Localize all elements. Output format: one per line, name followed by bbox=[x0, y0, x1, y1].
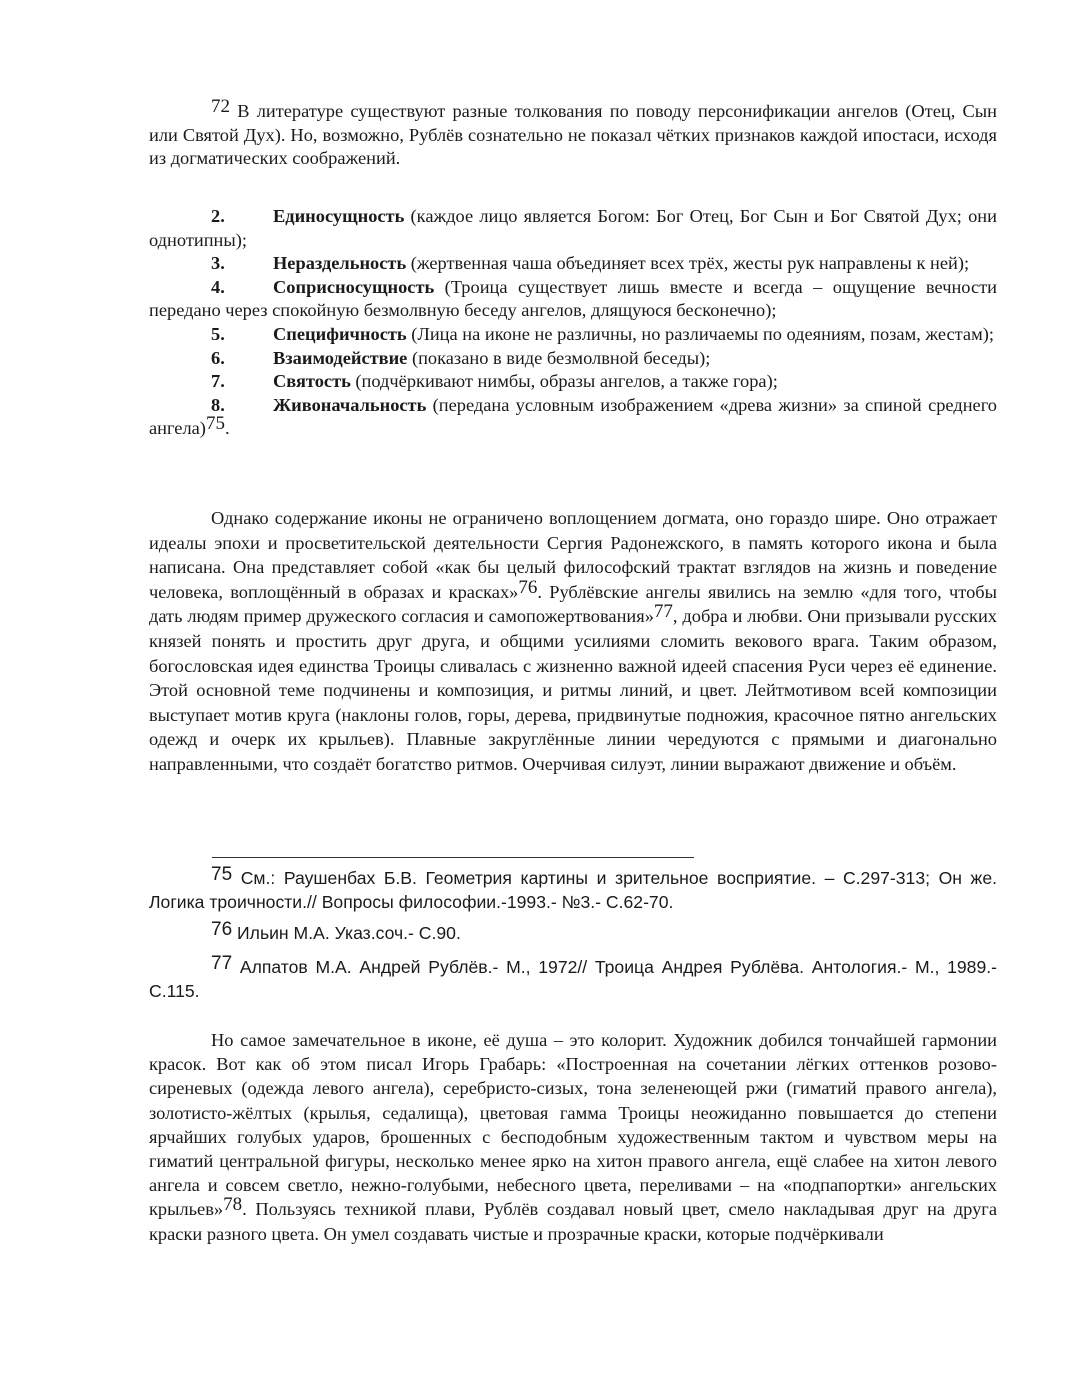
list-item: 8. Живоначальность (передана условным изображением «древа жизни» за спиной среднего ангела)$^{75}$. bbox=[149, 394, 997, 439]
dogma-list bbox=[149, 205, 997, 441]
list-item: 2. Единосущность (каждое лицо является Богом: Бог Отец, Бог Сын и Бог Святой Дух; они однотипны); bbox=[149, 206, 997, 250]
list-term: Святость bbox=[273, 371, 351, 392]
main-paragraph-2: Но самое замечательное в иконе, её душа – это колорит. Художник добился тончайшей гармонии красок. Вот как об этом писал Игорь Грабарь: «Построенная на сочетании лёгких оттенков розово-сиреневых (одежда левого ангела), серебристо-сизых, тона зеленеющей ржи (гиматий правого ангела), золотисто-жёлтых (крылья, седалища), цветовая гамма Троицы неожиданно повышается до степени ярчайших голубых ударов, брошенных с бесподобным художественным тактом и чувством меры на гиматий центральной фигуры, несколько менее ярко на хитон правого ангела, ещё слабее на хитон левого ангела и совсем светло, нежно-голубыми, небесного цвета, переливами – на «подпапортки» ангельских крыльев»$^{78}$. Пользуясь техникой плави, Рублёв создавал новый цвет, смело накладывая друг на друга краски разного цвета. Он умел создавать чистые и прозрачные краски, которые подчёркивали bbox=[149, 1030, 997, 1244]
list-item: 3. Нераздельность (жертвенная чаша объединяет всех трёх, жесты рук направлены к ней); bbox=[211, 253, 970, 274]
footnote-72 bbox=[149, 96, 997, 171]
footnote-75: $^{75}$ См.: Раушенбах Б.В. Геометрия картины и зрительное восприятие. – С.297-313; Он же. Логика троичности.// Вопросы философии.-1993.- №3.- С.62-70. bbox=[149, 864, 997, 912]
list-term: Специфичность bbox=[273, 323, 407, 344]
footnote-76: $^{76}$ Ильин М.А. Указ.соч.- С.90. bbox=[211, 919, 461, 943]
footnote-text: В литературе существуют разные толкования по поводу персонификации ангелов (Отец, Сын или Святой Дух). Но, возможно, Рублёв сознательно не показал чётких признаков каждой ипостаси, исходя из догматических соображений. bbox=[149, 101, 997, 169]
list-item: 6. Взаимодействие (показано в виде безмолвной беседы); bbox=[211, 347, 711, 368]
list-term: Нераздельность bbox=[273, 253, 407, 274]
footnote-ref: 77 bbox=[653, 601, 673, 623]
footnote-ref: 76 bbox=[518, 576, 538, 598]
list-term: Живоначальность bbox=[273, 394, 427, 415]
list-item: 4. Соприсносущность (Троица существует лишь вместе и всегда – ощущение вечности передано через спокойную безмолвную беседу ангелов, длящуюся бесконечно); bbox=[149, 276, 997, 321]
list-term: Единосущность bbox=[273, 206, 405, 226]
footnote-marker: 72 bbox=[211, 96, 230, 117]
list-term: Соприсносущность bbox=[273, 276, 435, 297]
list-term: Взаимодействие bbox=[273, 347, 408, 368]
list-item: 5. Специфичность (Лица на иконе не различны, но различаемы по одеяниям, позам, жестам); bbox=[211, 323, 994, 344]
footnote-marker: 77 bbox=[211, 953, 233, 974]
footnote-ref: 78 bbox=[223, 1194, 243, 1216]
footnote-separator bbox=[212, 857, 694, 858]
footnote-marker: 75 bbox=[211, 864, 233, 885]
list-item: 7. Святость (подчёркивают нимбы, образы ангелов, а также гора); bbox=[211, 371, 778, 392]
footnote-77: $^{77}$ Алпатов М.А. Андрей Рублёв.- М., 1972// Троица Андрея Рублёва. Антология.- М., 1989.- С.115. bbox=[149, 953, 997, 1001]
main-paragraph-1: Однако содержание иконы не ограничено воплощением догмата, оно гораздо шире. Оно отражает идеалы эпохи и просветительской деятельности Сергия Радонежского, в память которого икона и была написана. Она представляет собой «как бы целый философский трактат взглядов на жизнь и поведение человека, воплощённый в образах и красках»$^{76}$. Рублёвские ангелы явились на землю «для того, чтобы дать людям пример дружеского согласия и самопожертвования»$^{77}$, добра и любви. Они призывали русских князей понять и простить друг друга, и общими усилиями сломить векового врага. Таким образом, богословская идея единства Троицы сливалась с жизненно важной идеей спасения Руси через её единение. Этой основной теме подчинены и композиция, и ритмы линий, и цвет. Лейтмотивом всей композиции выступает мотив круга (наклоны голов, горы, дерева, придвинутые подножия, красочное пятно ангельских одежд и очерк их крыльев). Плавные закруглённые линии чередуются с прямыми и диагонально направленными, что создаёт богатство ритмов. Очерчивая силуэт, линии выражают движение и объём. bbox=[149, 508, 997, 774]
footnote-marker: 76 bbox=[211, 919, 233, 940]
footnote-ref: 75 bbox=[205, 413, 225, 435]
